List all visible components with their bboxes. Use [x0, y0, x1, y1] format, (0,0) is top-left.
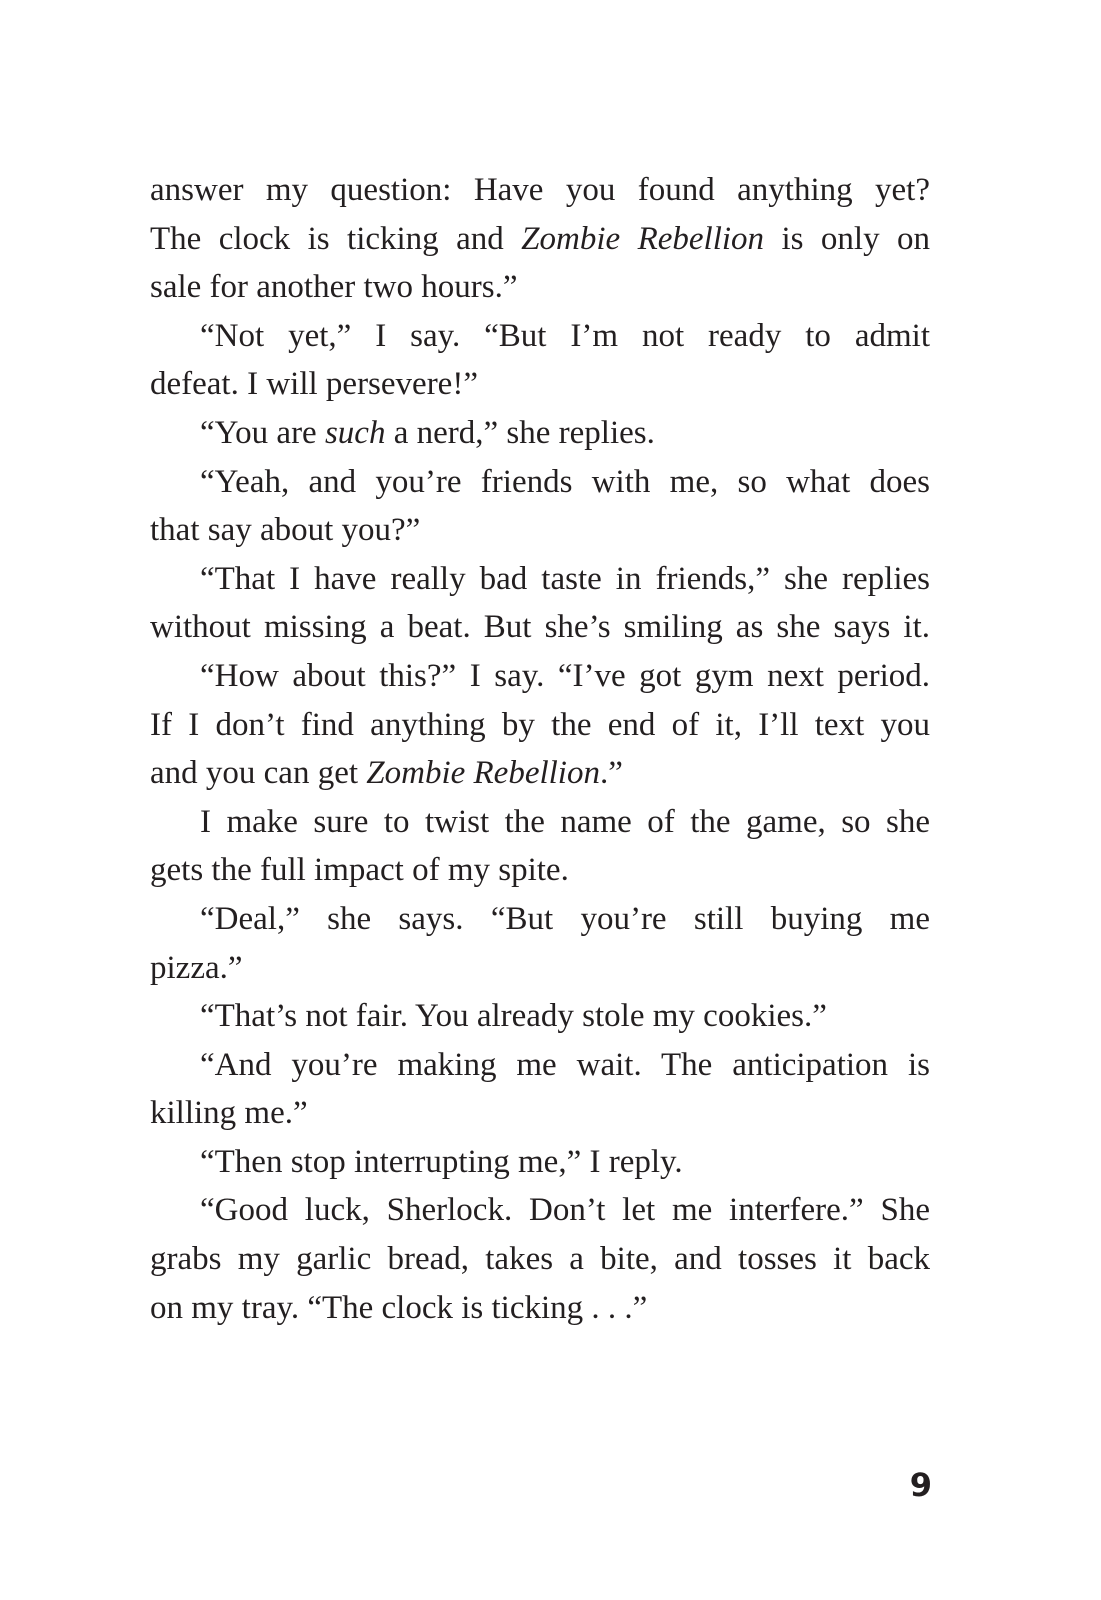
text-segment: is only on — [764, 220, 930, 257]
text-segment: on my tray. “The clock is ticking . . .” — [150, 1289, 648, 1326]
italic-text: Zombie Rebellion — [366, 755, 600, 792]
text-segment: a nerd,” she replies. — [385, 414, 655, 451]
text-line — [150, 701, 930, 750]
page-number: 9 — [909, 1466, 932, 1504]
text-segment: .” — [599, 755, 623, 792]
text-line — [150, 749, 930, 798]
text-line — [150, 1138, 930, 1187]
text-line — [150, 1089, 930, 1138]
text-line — [150, 992, 930, 1041]
text-segment: “Yeah, and you’re friends with me, so what does — [200, 463, 930, 500]
text-segment: without missing a beat. But she’s smiling as she says it. — [150, 609, 930, 646]
text-line — [150, 652, 930, 701]
text-segment: The clock is ticking and — [150, 220, 522, 257]
text-line — [150, 312, 930, 361]
text-segment: grabs my garlic bread, takes a bite, and tosses it back — [150, 1241, 930, 1278]
page-body — [150, 166, 930, 1332]
text-segment: “Good luck, Sherlock. Don’t let me interfere.” She — [200, 1192, 930, 1229]
text-line — [150, 944, 930, 993]
italic-text: such — [324, 414, 386, 451]
text-line — [150, 1284, 930, 1333]
text-line — [150, 555, 930, 604]
text-segment: and you can get — [150, 755, 367, 792]
text-segment: “That’s not fair. You already stole my cookies.” — [200, 998, 827, 1035]
text-line — [150, 1041, 930, 1090]
text-segment: gets the full impact of my spite. — [150, 852, 569, 889]
text-line — [150, 895, 930, 944]
text-segment: “Then stop interrupting me,” I reply. — [200, 1143, 683, 1180]
text-segment: “Not yet,” I say. “But I’m not ready to admit — [200, 317, 930, 354]
text-segment: “How about this?” I say. “I’ve got gym next period. — [200, 657, 930, 694]
text-segment: “And you’re making me wait. The anticipation is — [200, 1046, 930, 1083]
text-segment: pizza.” — [150, 949, 243, 986]
text-segment: killing me.” — [150, 1095, 308, 1132]
text-segment: “You are — [200, 414, 325, 451]
text-line — [150, 458, 930, 507]
text-segment: answer my question: Have you found anything yet? — [150, 172, 930, 208]
text-segment: I make sure to twist the name of the game, so she — [200, 803, 930, 840]
italic-text: Zombie Rebellion — [521, 220, 765, 257]
text-segment: sale for another two hours.” — [150, 269, 518, 306]
text-line — [150, 603, 930, 652]
text-line — [150, 798, 930, 847]
text-line — [150, 506, 930, 555]
text-segment: that say about you?” — [150, 512, 421, 549]
text-line — [150, 360, 930, 409]
text-line — [150, 846, 930, 895]
text-segment: If I don’t find anything by the end of it, I’ll text you — [150, 706, 930, 743]
text-line — [150, 1235, 930, 1284]
text-line — [150, 166, 930, 215]
text-line — [150, 409, 930, 458]
text-line — [150, 215, 930, 264]
text-segment: “That I have really bad taste in friends,” she replies — [200, 560, 930, 597]
text-line — [150, 263, 930, 312]
text-line — [150, 1186, 930, 1235]
text-segment: defeat. I will persevere!” — [150, 366, 478, 403]
text-segment: “Deal,” she says. “But you’re still buying me — [200, 900, 930, 937]
